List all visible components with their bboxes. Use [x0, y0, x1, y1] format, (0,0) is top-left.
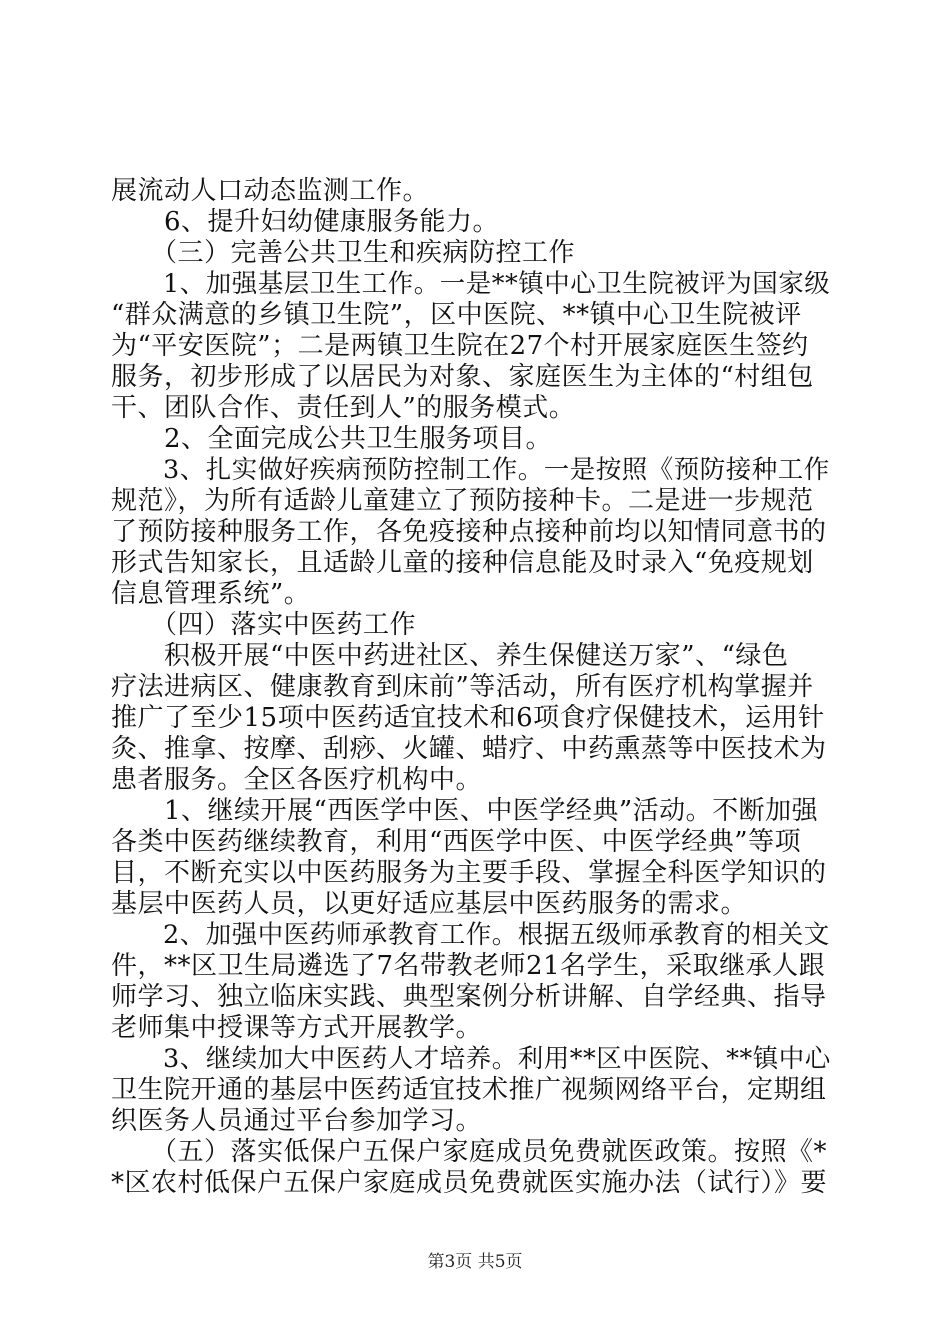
text-line: 3、扎实做好疾病预防控制工作。一是按照《预防接种工作 [111, 455, 830, 485]
text-line: 积极开展“中医中药进社区、养生保健送万家”、“绿色 [111, 641, 789, 671]
text-line: 患者服务。全区各医疗机构中。 [111, 765, 483, 795]
text-line: 目，不断充实以中医药服务为主要手段、掌握全科医学知识的 [111, 858, 827, 888]
text-line: 服务，初步形成了以居民为对象、家庭医生为主体的“村组包 [111, 362, 814, 392]
text-line: “群众满意的乡镇卫生院”，区中医院、**镇中心卫生院被评 [111, 300, 802, 330]
text-line: 1、继续开展“西医学中医、中医学经典”活动。不断加强 [111, 796, 819, 826]
text-line: *区农村低保户五保户家庭成员免费就医实施办法（试行）》要 [111, 1168, 828, 1198]
text-line: 干、团队合作、责任到人”的服务模式。 [111, 393, 576, 423]
text-line: 展流动人口动态监测工作。 [111, 176, 430, 206]
section-heading: （四）落实中医药工作 [111, 610, 417, 640]
page-number-footer: 第3页 共5页 [427, 1252, 523, 1272]
text-line: 3、继续加大中医药人才培养。利用**区中医院、**镇中心 [111, 1044, 831, 1074]
text-line: 了预防接种服务工作，各免疫接种点接种前均以知情同意书的 [111, 517, 827, 547]
text-line: 疗法进病区、健康教育到床前”等活动，所有医疗机构掌握并 [111, 672, 814, 702]
section-heading: （三）完善公共卫生和疾病防控工作 [111, 238, 576, 268]
text-line: 卫生院开通的基层中医药适宜技术推广视频网络平台，定期组 [111, 1075, 827, 1105]
text-line: 推广了至少15项中医药适宜技术和6项食疗保健技术，运用针 [111, 703, 825, 733]
text-line: 形式告知家长，且适龄儿童的接种信息能及时录入“免疫规划 [111, 548, 814, 578]
text-line: 2、加强中医药师承教育工作。根据五级师承教育的相关文 [111, 920, 830, 950]
text-line: 6、提升妇幼健康服务能力。 [111, 207, 500, 237]
text-line: 规范》，为所有适龄儿童建立了预防接种卡。二是进一步规范 [111, 486, 814, 516]
text-line: 各类中医药继续教育，利用“西医学中医、中医学经典”等项 [111, 827, 802, 857]
text-line: 基层中医药人员，以更好适应基层中医药服务的需求。 [111, 889, 748, 919]
text-line: 1、加强基层卫生工作。一是**镇中心卫生院被评为国家级 [111, 269, 831, 299]
text-line: 老师集中授课等方式开展教学。 [111, 1013, 483, 1043]
text-line: 信息管理系统”。 [111, 579, 311, 609]
text-line: 件，**区卫生局遴选了7名带教老师21名学生，采取继承人跟 [111, 951, 826, 981]
text-line: 师学习、独立临床实践、典型案例分析讲解、自学经典、指导 [111, 982, 827, 1012]
text-line: 灸、推拿、按摩、刮痧、火罐、蜡疗、中药熏蒸等中医技术为 [111, 734, 827, 764]
text-line: （五）落实低保户五保户家庭成员免费就医政策。按照《* [111, 1137, 828, 1167]
text-line: 2、全面完成公共卫生服务项目。 [111, 424, 553, 454]
text-line: 为“平安医院”；二是两镇卫生院在27个村开展家庭医生签约 [111, 331, 809, 361]
text-line: 织医务人员通过平台参加学习。 [111, 1106, 483, 1136]
